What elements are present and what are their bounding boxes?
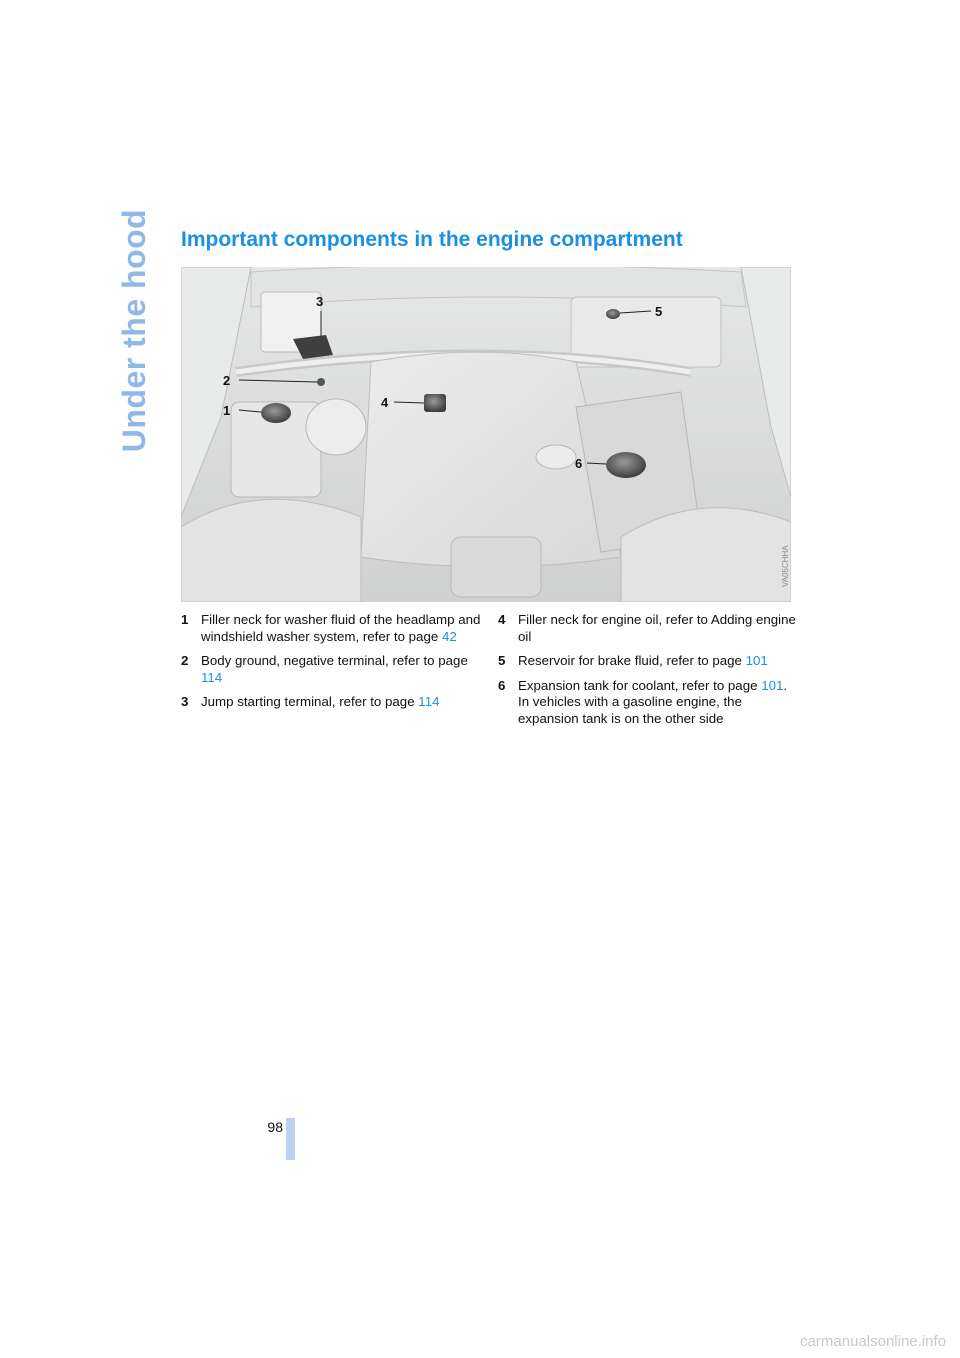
legend-item <box>498 678 798 728</box>
engine-compartment-illustration <box>181 267 791 602</box>
legend-column-left <box>181 612 481 719</box>
legend-text: Jump starting terminal, refer to page <box>201 694 419 710</box>
legend-text: Expansion tank for coolant, refer to page <box>518 677 762 693</box>
footer-watermark: carmanualsonline.info <box>800 1333 946 1350</box>
legend-text-continued: . In vehicles with a gasoline engine, the expansion tank is on the other side <box>518 677 788 726</box>
legend-column-right <box>498 612 798 736</box>
legend-text: Body ground, negative terminal, refer to page <box>201 653 468 669</box>
page-number: 98 <box>267 1119 283 1135</box>
image-code: VA05CHHA <box>781 545 790 587</box>
legend-item <box>498 653 798 670</box>
legend-number: 1 <box>181 612 189 627</box>
page-link-42[interactable]: 42 <box>441 628 457 644</box>
legend-number: 3 <box>181 694 189 710</box>
callout-1: 1 <box>223 403 231 418</box>
page-link-114[interactable]: 114 <box>418 694 440 710</box>
legend-item <box>181 694 481 711</box>
section-tab <box>110 180 160 480</box>
callout-4: 4 <box>381 395 389 410</box>
legend-number: 4 <box>498 612 506 627</box>
section-tab-label: Under the hood <box>116 208 153 452</box>
legend-number: 6 <box>498 677 506 693</box>
callout-5: 5 <box>655 304 663 319</box>
legend-item <box>181 612 481 645</box>
page-title: Important components in the engine compartment <box>181 228 683 251</box>
legend-number: 5 <box>498 653 506 669</box>
page-number-bar <box>286 1118 295 1160</box>
callout-3: 3 <box>316 294 324 309</box>
legend-text: Filler neck for engine oil, refer to Adding engine oil <box>518 612 796 644</box>
callout-2: 2 <box>223 373 231 388</box>
legend-item <box>498 612 798 645</box>
page-link-114[interactable]: 114 <box>201 669 223 685</box>
legend-text: Reservoir for brake fluid, refer to page <box>518 653 746 669</box>
callout-6: 6 <box>575 456 583 471</box>
engine-compartment-drawing <box>181 267 791 602</box>
legend-text: Filler neck for washer fluid of the headlamp and windshield washer system, refer to page <box>201 612 481 644</box>
page-link-101[interactable]: 101 <box>745 653 768 669</box>
page-link-101[interactable]: 101 <box>761 677 784 693</box>
legend-number: 2 <box>181 653 189 669</box>
legend-item <box>181 653 481 686</box>
